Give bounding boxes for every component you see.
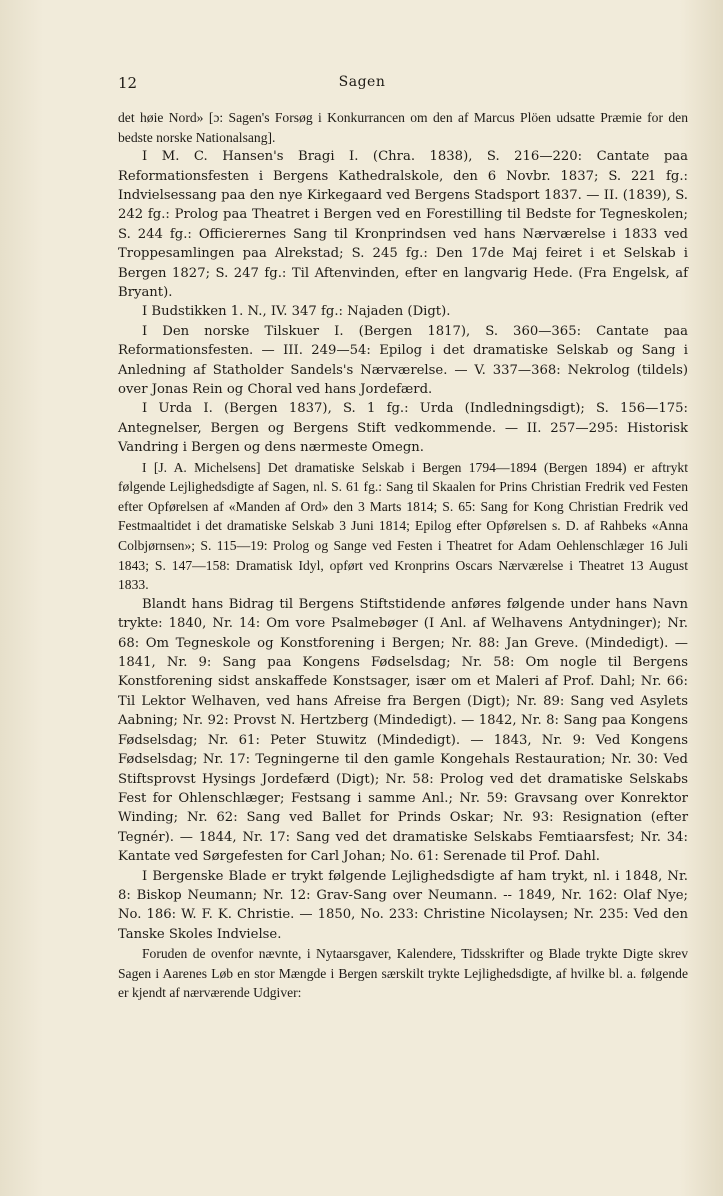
paragraph: I Bergenske Blade er trykt følgende Lejlighedsdigte af ham trykt, nl. i 1848, Nr. 8: Biskop Neumann; Nr. 12: Grav-Sang over Neumann. -- 1849, Nr. 162: Olaf Nye; No. 186: W. F. K. Christie. — 1850, No. 233: Christine Nicolaysen; Nr. 235: Ved den Tanske Skoles Indvielse. (118, 868, 688, 942)
paragraph: Foruden de ovenfor nævnte, i Nytaarsgaver, Kalendere, Tidsskrifter og Blade trykte Digte skrev Sagen i Aarenes Løb en stor Mængde i Bergen særskilt trykte Lejlighedsdigte, af hvilke bl. a. følgende er kjendt af nærværende Udgiver: (118, 946, 688, 1001)
page-body (118, 108, 688, 1003)
running-title: Sagen (338, 74, 386, 90)
page-number: 12 (118, 74, 138, 92)
paragraph: I Den norske Tilskuer I. (Bergen 1817), S. 360—365: Cantate paa Reformationsfesten. — III. 249—54: Epilog i det dramatiske Selskab og Sang i Anledning af Statholder Sandels's Nærværelse. — V. 337—368: Nekrolog (tildels) over Jonas Rein og Choral ved hans Jordefærd. (118, 323, 688, 398)
paragraph: I Budstikken 1. N., IV. 347 fg.: Najaden (Digt). (142, 304, 451, 320)
page-header (118, 74, 606, 96)
paragraph: det høie Nord» [ɔ: Sagen's Forsøg i Konkurrancen om den af Marcus Plöen udsatte Præmie for den bedste norske Nationalsang]. (118, 110, 688, 145)
paragraph: I M. C. Hansen's Bragi I. (Chra. 1838), S. 216—220: Cantate paa Reformationsfesten i Bergens Kathedralskole, den 6 Novbr. 1837; S. 221 fg.: Indvielsessang paa den nye Kirkegaard ved Bergens Stadsport 1837. — II. (1839), S. 242 fg.: Prolog paa Theatret i Bergen ved en Forestilling til Bedste for Tegneskolen; S. 244 fg.: Officierernes Sang til Kronprindsen ved hans Nærværelse i 1833 ved Troppesamlingen paa Alrekstad; S. 245 fg.: Den 17de Maj feiret i et Selskab i Bergen 1827; S. 247 fg.: Til Aftenvinden, efter en langvarig Hede. (Fra Engelsk, af Bryant). (118, 149, 688, 301)
paragraph: I [J. A. Michelsens] Det dramatiske Selskab i Bergen 1794—1894 (Bergen 1894) er aftrykt følgende Lejlighedsdigte af Sagen, nl. S. 61 fg.: Sang til Skaalen for Prins Christian Fredrik ved Festen efter Opførelsen af «Manden af Ord» den 3 Marts 1814; S. 65: Sang for Kong Christian Fredrik ved Festmaaltidet i det dramatiske Selskab 3 Juni 1814; Epilog efter Opførelsen s. D. af Rahbeks «Anna Colbjørnsen»; S. 115—19: Prolog og Sange ved Festen i Theatret for Adam Oehlenschlæger 16 Juli 1843; S. 147—158: Dramatisk Idyl, opført ved Kronprins Oscars Nærværelse i Theatret 13 August 1833. (118, 459, 688, 593)
paragraph: Blandt hans Bidrag til Bergens Stiftstidende anføres følgende under hans Navn trykte: 1840, Nr. 14: Om vore Psalmebøger (I Anl. af Welhavens Antydninger); Nr. 68: Om Tegneskole og Konstforening i Bergen; Nr. 88: Jan Greve. (Mindedigt). — 1841, Nr. 9: Sang paa Kongens Fødselsdag; Nr. 58: Om nogle til Bergens Konstforening sidst anskaffede Konstsager, især om et Maleri af Prof. Dahl; Nr. 66: Til Lektor Welhaven, ved hans Afreise fra Bergen (Digt); Nr. 89: Sang ved Asylets Aabning; Nr. 92: Provst N. Hertzberg (Mindedigt). — 1842, Nr. 8: Sang paa Kongens Fødselsdag; Nr. 61: Peter Stuwitz (Mindedigt). — 1843, Nr. 9: Ved Kongens Fødselsdag; Nr. 17: Tegningerne til den gamle Kongehals Restauration; Nr. 30: Ved Stiftsprovst Hysings Jordefærd (Digt); Nr. 58: Prolog ved det dramatiske Selskabs Fest for Ohlenschlæger; Festsang i samme Anl.; Nr. 59: Gravsang over Konrektor Winding; Nr. 62: Sang ved Ballet for Prinds Oskar; Nr. 93: Resignation (efter Tegnér). — 1844, Nr. 17: Sang ved det dramatiske Selskabs Femtiaarsfest; Nr. 34: Kantate ved Sørgefesten for Carl Johan; No. 61: Serenade til Prof. Dahl. (118, 596, 688, 865)
paragraph: I Urda I. (Bergen 1837), S. 1 fg.: Urda (Indledningsdigt); S. 156—175: Antegnelser, Bergen og Bergens Stift vedkommende. — II. 257—295: Historisk Vandring i Bergen og dens nærmeste Omegn. (118, 401, 688, 456)
